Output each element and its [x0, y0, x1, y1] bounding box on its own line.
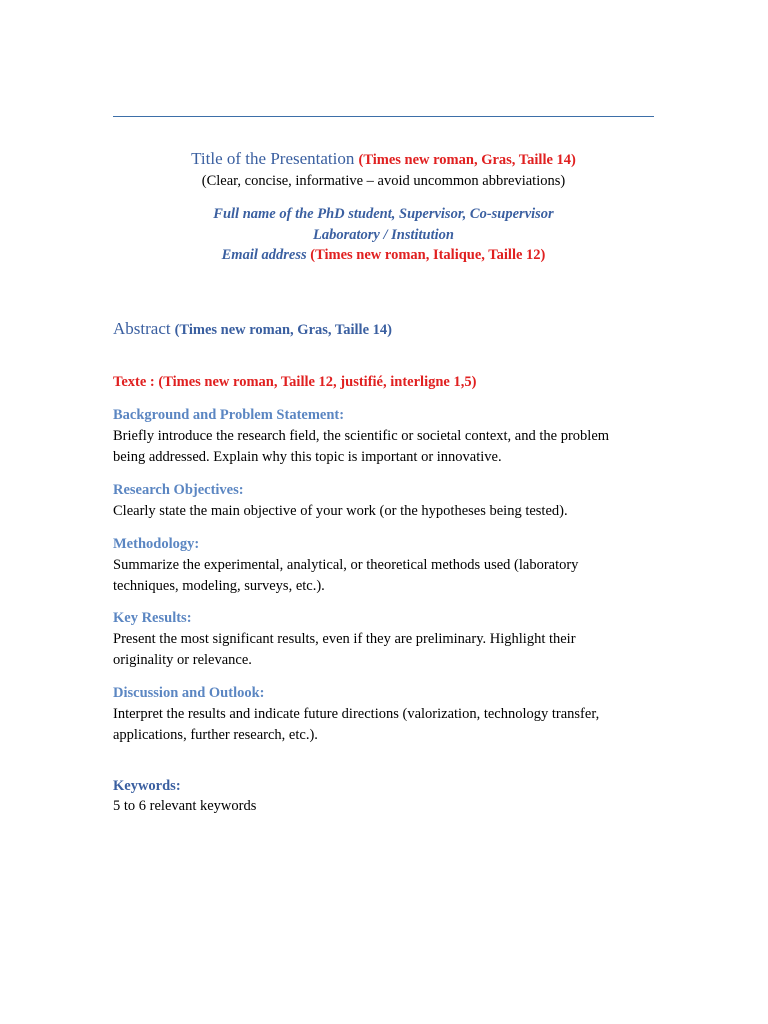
title-guidance: (Clear, concise, informative – avoid uncommon abbreviations)	[201, 173, 566, 189]
body-line: Present the most significant results, even if they are preliminary. Highlight their	[113, 630, 576, 647]
section-heading: Key Results:	[113, 610, 192, 626]
email-line	[113, 245, 654, 266]
body-line: originality or relevance.	[113, 651, 252, 668]
lab-line: Laboratory / Institution	[312, 226, 454, 243]
title-format-note: (Times new roman, Gras, Taille 14)	[358, 152, 576, 168]
body-line: being addressed. Explain why this topic is important or innovative.	[113, 448, 502, 465]
section-key-results	[113, 608, 654, 671]
section-keywords	[113, 776, 654, 817]
body-line: Interpret the results and indicate future directions (valorization, technology transfer,	[113, 705, 600, 722]
abstract-title: Abstract	[113, 319, 171, 338]
authors-line: Full name of the PhD student, Supervisor, Co-supervisor	[213, 206, 554, 222]
section-body	[113, 629, 654, 671]
body-line: applications, further research, etc.).	[113, 726, 318, 743]
section-body	[113, 704, 654, 746]
abstract-format-note: (Times new roman, Gras, Taille 14)	[174, 322, 392, 338]
section-discussion	[113, 683, 654, 746]
abstract-heading	[113, 318, 654, 341]
email-label: Email address	[221, 247, 307, 263]
body-line: techniques, modeling, surveys, etc.).	[113, 577, 325, 594]
text-format-note: Texte : (Times new roman, Taille 12, justifié, interligne 1,5)	[113, 374, 477, 390]
body-line: Briefly introduce the research field, the scientific or societal context, and the problem	[113, 427, 610, 444]
title-text: Title of the Presentation	[191, 149, 355, 168]
email-format-note: (Times new roman, Italique, Taille 12)	[310, 247, 546, 263]
section-body	[113, 501, 654, 522]
presentation-title	[113, 148, 654, 171]
section-body	[113, 426, 654, 468]
keywords-text: 5 to 6 relevant keywords	[113, 798, 257, 814]
section-methodology	[113, 534, 654, 597]
header-divider	[113, 116, 654, 117]
body-line: Summarize the experimental, analytical, or theoretical methods used (laboratory	[113, 556, 579, 573]
author-block	[113, 204, 654, 266]
section-heading: Research Objectives:	[113, 482, 244, 498]
section-background	[113, 405, 654, 468]
keywords-heading: Keywords:	[113, 778, 181, 794]
section-heading: Background and Problem Statement:	[113, 407, 345, 423]
section-body	[113, 555, 654, 597]
body-line: Clearly state the main objective of your work (or the hypotheses being tested).	[113, 502, 568, 519]
section-heading: Discussion and Outlook:	[113, 685, 265, 701]
section-heading: Methodology:	[113, 536, 200, 552]
section-objectives	[113, 480, 654, 522]
